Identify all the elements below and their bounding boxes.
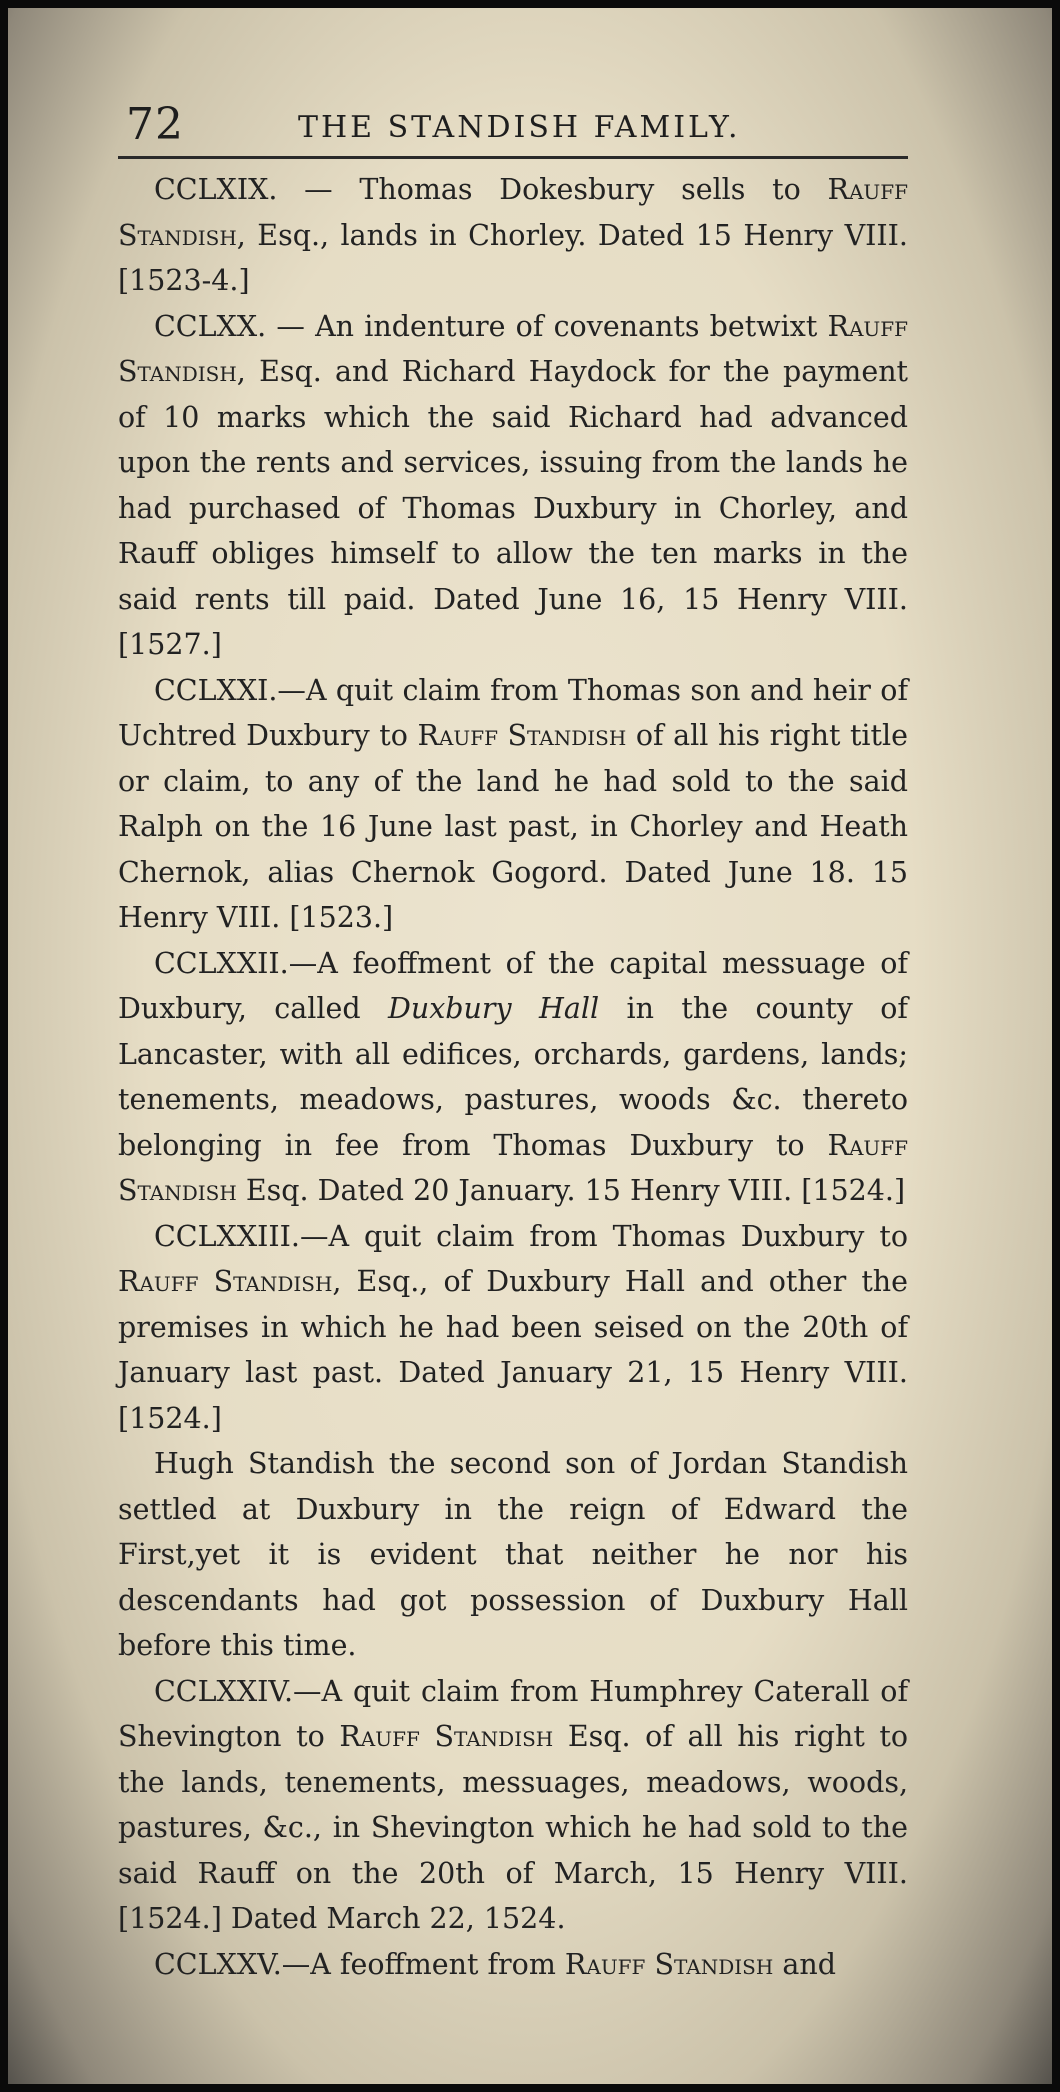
- entry-text: A quit claim from Humphrey Caterall of Shevington to: [118, 1674, 908, 1753]
- entry-text: A quit claim from Thomas son and heir of Uchtred Duxbury to: [118, 673, 908, 752]
- entry-name-smallcaps: Rauff Standish: [564, 1947, 774, 1981]
- entry-number: CCLXX. —: [154, 309, 305, 343]
- entry-text: , Esq., of Duxbury Hall and other the premises in which he had been seised on the 20th of January last past. Dated January 21, 15 Henry VIII. [1524.]: [118, 1265, 908, 1435]
- entry-name-smallcaps: Rauff Standish: [118, 173, 908, 252]
- entry-cclxxv: [118, 1942, 908, 1988]
- entry-name-smallcaps: Rauff Standish: [118, 1128, 908, 1207]
- entry-number: CCLXXV.—: [154, 1947, 311, 1981]
- entry-text: of all his right title or claim, to any of the land he had sold to the said Ralph on the 16 June last past, in Chorley and Heath Chernok, alias Chernok Gogord. Dated June 18. 15 Henry VIII. [1523.]: [118, 719, 908, 934]
- entry-number: CCLXXI.—: [154, 673, 306, 707]
- running-title: THE STANDISH FAMILY.: [298, 110, 741, 145]
- entry-text: , Esq., lands in Chorley. Dated 15 Henry VIII. [1523-4.]: [118, 218, 908, 297]
- entry-name-smallcaps: Rauff Standish: [339, 1720, 554, 1753]
- entry-text: Thomas Dokesbury sells to: [332, 173, 828, 206]
- page-number: 72: [126, 99, 184, 150]
- entry-cclxxii: [118, 941, 908, 1214]
- entry-text: Esq. Dated 20 January. 15 Henry VIII. [1524.]: [236, 1174, 906, 1207]
- note-paragraph: Hugh Standish the second son of Jordan Standish settled at Duxbury in the reign of Edward the First,yet it is evident that neither he nor his descendants had got possession of Duxbury Hall before this time.: [118, 1447, 908, 1662]
- book-page: [118, 94, 908, 1987]
- entry-number: CCLXIX. —: [154, 173, 333, 206]
- entry-number: CCLXXIV.—: [154, 1674, 322, 1708]
- entry-text: and: [773, 1947, 836, 1981]
- entry-text: A quit claim from Thomas Duxbury to: [328, 1219, 908, 1253]
- page-frame: [8, 8, 1052, 2084]
- entry-text: Esq. of all his right to the lands, tenements, messuages, meadows, woods, pastures, &c., in Shevington which he had sold to the said Rauff on the 20th of March, 15 Henry VIII. [1524.] Dated March 22, 1524.: [118, 1720, 908, 1935]
- entry-cclxxi: [118, 668, 908, 941]
- entry-text: An indenture of covenants betwixt: [304, 309, 828, 343]
- page-header: [118, 94, 908, 159]
- entry-text: , Esq. and Richard Haydock for the payment of 10 marks which the said Richard had advanced upon the rents and services, issuing from the lands he had purchased of Thomas Duxbury in Chorley, and Rauff obliges himself to allow the ten marks in the said rents till paid. Dated June 16, 15 Henry VIII. [1527.]: [118, 355, 908, 661]
- entry-cclxxiv: [118, 1669, 908, 1942]
- entry-text: A feoffment from: [310, 1947, 565, 1981]
- entry-name-smallcaps: Rauff Standish: [118, 1265, 333, 1298]
- entry-text: in the county of Lancaster, with all edifices, orchards, gardens, lands; tenements, meadows, pastures, woods &c. thereto belonging in fee from Thomas Duxbury to: [118, 992, 908, 1162]
- entry-number: CCLXXII.—: [154, 946, 318, 980]
- entry-cclxx: [118, 304, 908, 668]
- entry-name-smallcaps: Rauff Standish: [417, 719, 627, 752]
- page-body: [118, 159, 908, 1987]
- entry-name-smallcaps: Rauff Standish: [118, 309, 908, 388]
- entry-italic-name: Duxbury Hall: [388, 992, 600, 1025]
- entry-cclxxiii: [118, 1214, 908, 1442]
- entry-cclxix: [118, 167, 908, 304]
- entry-text: A feoffment of the capital messuage of Duxbury, called: [118, 946, 908, 1025]
- entry-number: CCLXXIII.—: [154, 1219, 329, 1253]
